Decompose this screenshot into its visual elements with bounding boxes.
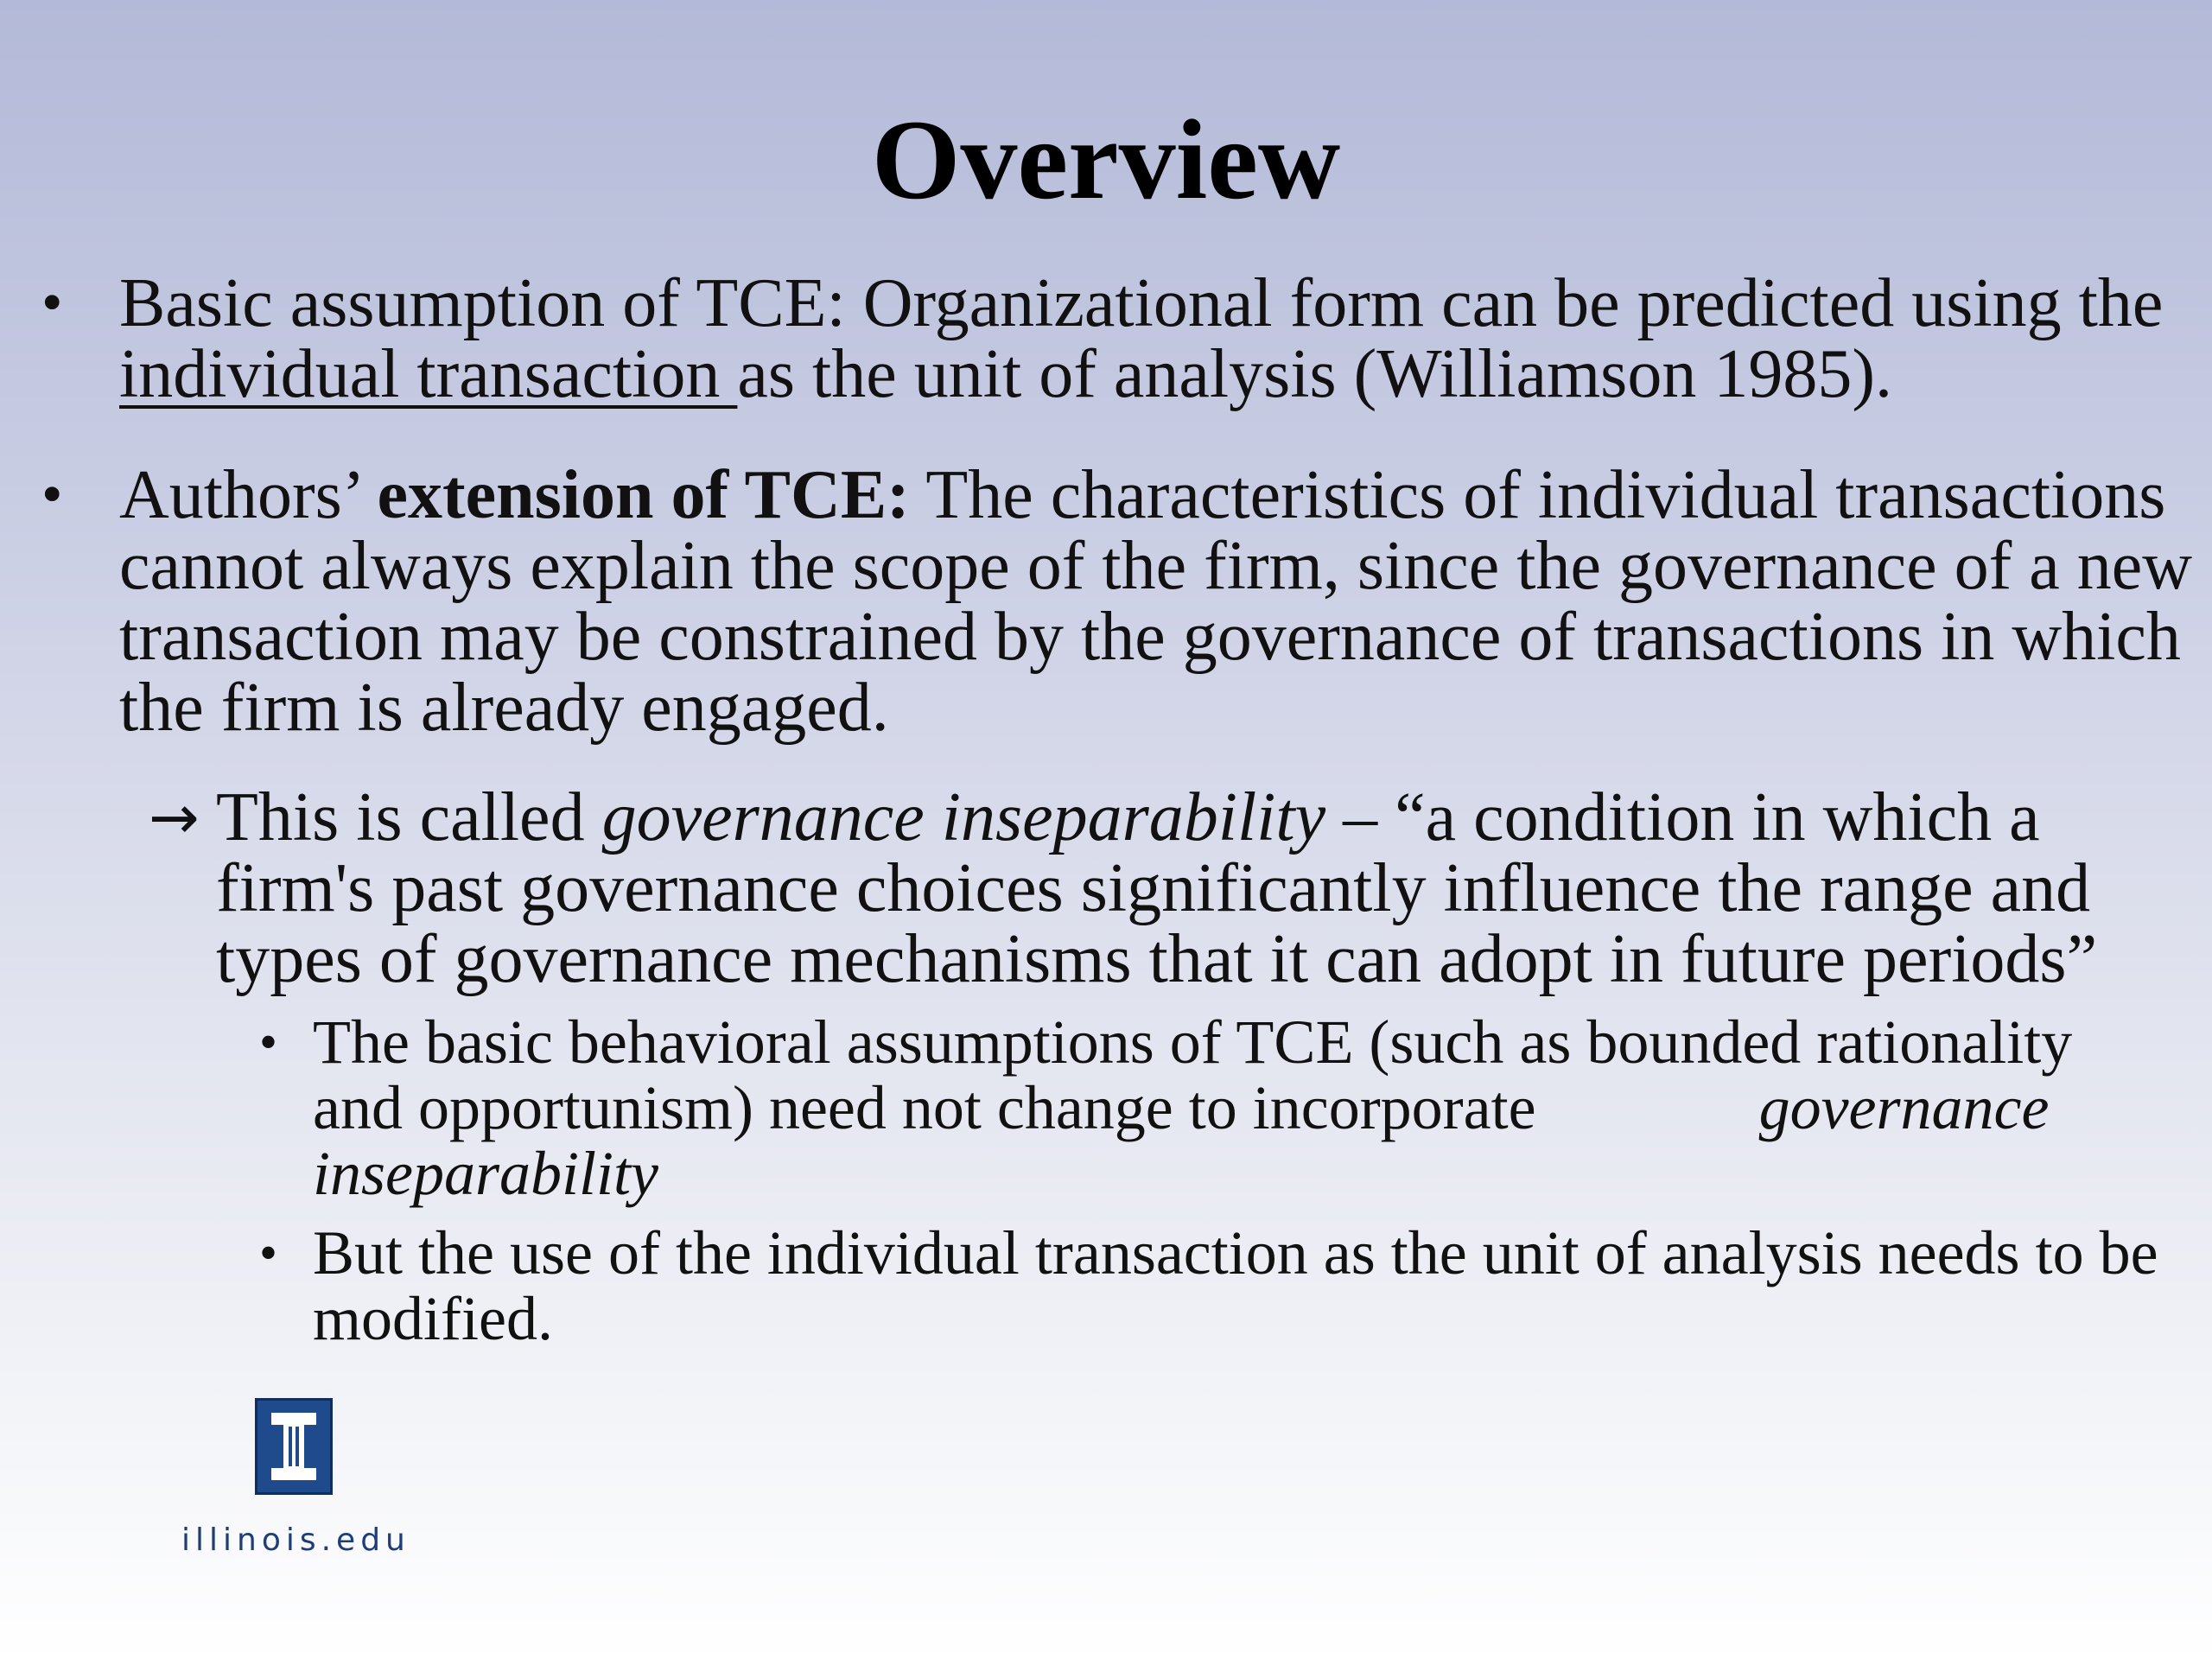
bullet-dot: • <box>41 461 63 528</box>
bullet-text: Authors’ <box>119 457 378 533</box>
sub-bullet-dot: • <box>259 1224 278 1281</box>
sub-bullet-dot: • <box>259 1014 278 1071</box>
bold-term: extension of TCE: <box>377 457 910 533</box>
governance-inseparability-definition <box>149 779 2160 997</box>
sub-bullet-text: The basic behavioral assumptions of TCE (such as bounded rationality and opportunism) need not change to incorporate <box>313 1007 2073 1142</box>
italic-term: governance inseparability <box>313 1073 2050 1208</box>
sub-bullet-behavioral-assumptions <box>259 1007 2171 1208</box>
arrow-right-icon: → <box>149 782 200 853</box>
bullet-text: The characteristics of individual transactions cannot always explain the scope of the firm, since the governance of a new transaction may be constrained by the governance of transactions in which the firm is already engaged. <box>119 457 2193 746</box>
bullet-dot: • <box>41 270 63 336</box>
definition-text: – “a condition in which a firm's past governance choices significantly influence the range and types of governance mechanisms that it can adopt in future periods” <box>216 779 2098 997</box>
slide-title: Overview <box>871 96 1341 223</box>
logo-text: illinois.edu <box>181 1522 410 1558</box>
illinois-logo-icon <box>255 1398 333 1495</box>
bullet-basic-assumption <box>41 265 2193 412</box>
sub-bullet-text: But the use of the individual transaction as the unit of analysis needs to be modified. <box>313 1218 2158 1353</box>
bullet-text: Basic assumption of TCE: Organizational form can be predicted using the <box>119 265 2164 341</box>
block-i-icon <box>257 1401 330 1492</box>
italic-term: governance inseparability <box>601 779 1326 855</box>
bullet-text: as the unit of analysis (Williamson 1985). <box>737 336 1892 412</box>
underlined-term: individual transaction <box>119 336 738 412</box>
bullet-authors-extension <box>41 457 2193 746</box>
sub-bullet-unit-of-analysis <box>259 1218 2171 1353</box>
definition-text: This is called <box>216 779 602 855</box>
